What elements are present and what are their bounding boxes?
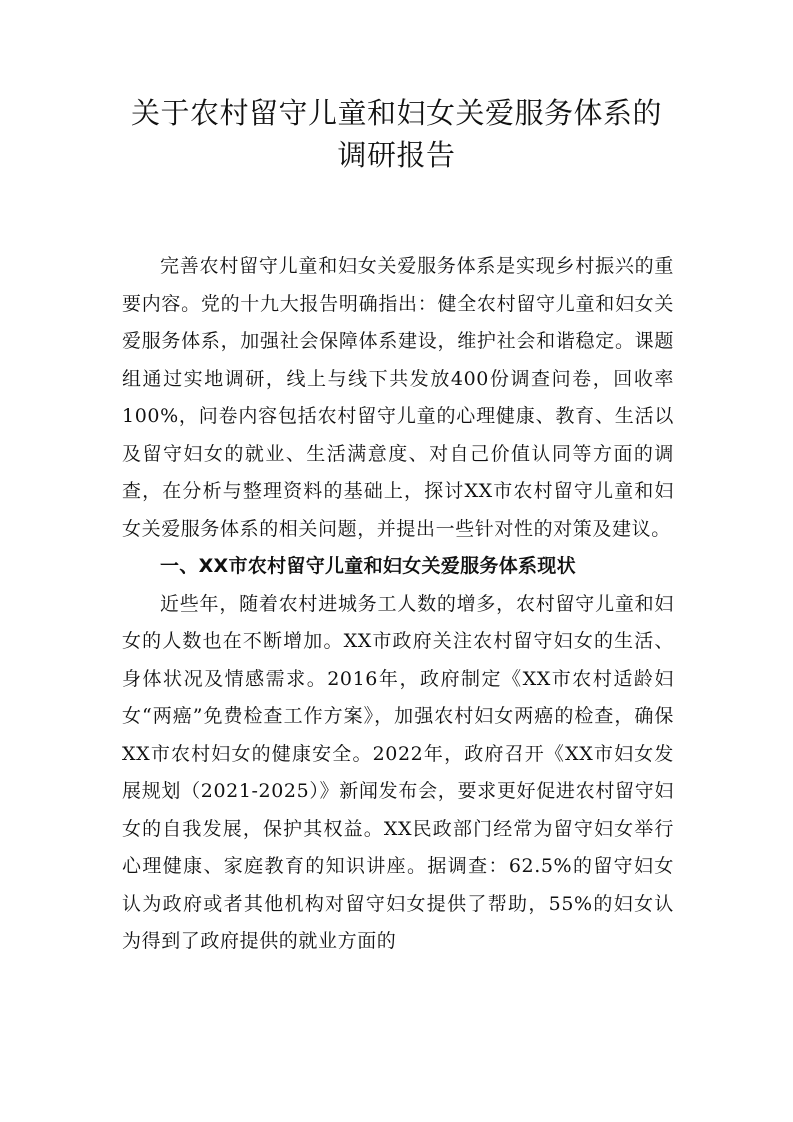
title-line-2: 调研报告 [337, 138, 456, 172]
section-heading-1: 一、XX市农村留守儿童和妇女关爱服务体系现状 [160, 555, 576, 577]
title-line-1: 关于农村留守儿童和妇女关爱服务体系的 [130, 96, 662, 130]
document-body [122, 248, 674, 961]
section-1-paragraph: 近些年，随着农村进城务工人数的增多，农村留守儿童和妇女的人数也在不断增加。XX市政府关注农村留守妇女的生活、身体状况及情感需求。2016年，政府制定《XX市农村适龄妇女“两癌”免费检查工作方案》，加强农村妇女两癌的检查，确保XX市农村妇女的健康安全。2022年，政府召开《XX市妇女发展规划（2021-2025）》新闻发布会，要求更好促进农村留守妇女的自我发展，保护其权益。XX民政部门经常为留守妇女举行心理健康、家庭教育的知识讲座。据调查：62.5%的留守妇女认为政府或者其他机构对留守妇女提供了帮助，55%的妇女认为得到了政府提供的就业方面的 [122, 592, 674, 952]
intro-paragraph: 完善农村留守儿童和妇女关爱服务体系是实现乡村振兴的重要内容。党的十九大报告明确指出：健全农村留守儿童和妇女关爱服务体系，加强社会保障体系建设，维护社会和谐稳定。课题组通过实地调研，线上与线下共发放400份调查问卷，回收率100%，问卷内容包括农村留守儿童的心理健康、教育、生活以及留守妇女的就业、生活满意度、对自己价值认同等方面的调查，在分析与整理资料的基础上，探讨XX市农村留守儿童和妇女关爱服务体系的相关问题，并提出一些针对性的对策及建议。 [122, 255, 674, 540]
document-title [100, 92, 693, 176]
